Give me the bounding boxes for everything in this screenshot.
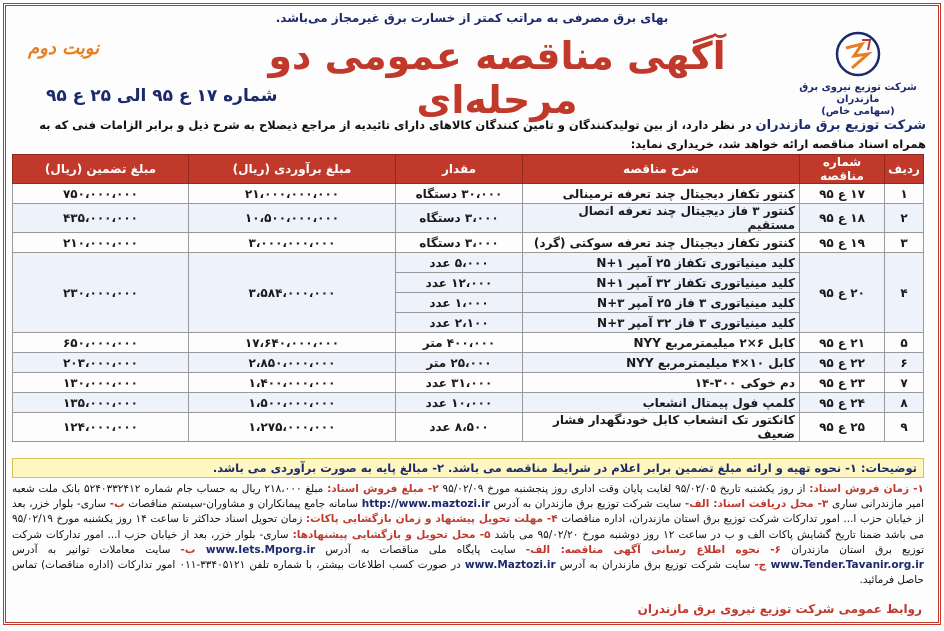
item-qty: ۳،۰۰۰ دستگاه bbox=[396, 204, 523, 233]
header-desc: شرح مناقصه bbox=[523, 155, 800, 184]
item-qty: ۴۰۰،۰۰۰ متر bbox=[396, 333, 523, 353]
item-desc: کابل ۱۰×۴ میلیمترمربع NYY bbox=[523, 353, 800, 373]
detail-text: سایت پایگاه ملی مناقصات به آدرس bbox=[315, 543, 526, 556]
table-row bbox=[13, 373, 924, 393]
table-row bbox=[13, 353, 924, 373]
item-estimate: ۱،۵۰۰،۰۰۰،۰۰۰ bbox=[189, 393, 396, 413]
detail-heading: ۲- مبلغ فروش اسناد: bbox=[327, 483, 439, 495]
item-desc: کانکتور تک انشعاب کابل خودنگهدار فشار ضعیف bbox=[523, 413, 800, 442]
detail-text: سایت شرکت توزیع برق مازندران به آدرس bbox=[555, 559, 755, 572]
detail-link[interactable]: www.Maztozi.ir bbox=[464, 559, 556, 572]
row-no: ۶ bbox=[885, 353, 924, 373]
item-desc: کلمپ فول پیمتال انشعاب bbox=[523, 393, 800, 413]
company-type: (سهامی خاص) bbox=[821, 106, 895, 117]
item-qty: ۸،۵۰۰ عدد bbox=[396, 413, 523, 442]
intro-paragraph bbox=[18, 116, 926, 153]
detail-link[interactable]: www.Tender.Tavanir.org.ir bbox=[770, 559, 924, 572]
detail-text: سایت شرکت توزیع برق مازندران به آدرس bbox=[489, 498, 685, 511]
item-estimate: ۳،۵۸۴،۰۰۰،۰۰۰ bbox=[189, 253, 396, 333]
item-qty: ۱،۰۰۰ عدد bbox=[396, 293, 523, 313]
header-row-no: ردیف bbox=[885, 155, 924, 184]
table-header-row bbox=[13, 155, 924, 184]
tender-number: شماره ۱۷ ع ۹۵ الی ۲۵ ع ۹۵ bbox=[46, 86, 278, 106]
tender-code: ۲۱ ع ۹۵ bbox=[800, 333, 885, 353]
tagline: بهای برق مصرفی به مراتب کمتر از خسارت برق غیرمجاز می‌باشد. bbox=[275, 11, 669, 25]
item-estimate: ۲،۸۵۰،۰۰۰،۰۰۰ bbox=[189, 353, 396, 373]
table-row bbox=[13, 184, 924, 204]
row-no: ۵ bbox=[885, 333, 924, 353]
tender-code: ۲۰ ع ۹۵ bbox=[800, 253, 885, 333]
tender-code: ۲۳ ع ۹۵ bbox=[800, 373, 885, 393]
detail-heading: ۴- مهلت تحویل پیشنهاد و زمان بازگشایی پاکات: bbox=[305, 513, 558, 526]
item-guarantee: ۱۳۰،۰۰۰،۰۰۰ bbox=[13, 373, 189, 393]
header-tender-no: شماره مناقصه bbox=[800, 155, 885, 184]
item-estimate: ۳،۰۰۰،۰۰۰،۰۰۰ bbox=[189, 233, 396, 253]
item-guarantee: ۲۳۰،۰۰۰،۰۰۰ bbox=[13, 253, 189, 333]
row-no: ۳ bbox=[885, 233, 924, 253]
tender-table bbox=[12, 154, 924, 442]
detail-text: ساری- بلوار خزر، بعد از خیابان حزب ا... امور تدارکات شرکت توزیع برق استان مازندران، اداره مناقصات bbox=[12, 498, 924, 526]
item-estimate: ۱۰،۵۰۰،۰۰۰،۰۰۰ bbox=[189, 204, 396, 233]
item-guarantee: ۴۳۵،۰۰۰،۰۰۰ bbox=[13, 204, 189, 233]
row-no: ۲ bbox=[885, 204, 924, 233]
detail-heading: ج- bbox=[754, 559, 771, 572]
item-estimate: ۲۱،۰۰۰،۰۰۰،۰۰۰ bbox=[189, 184, 396, 204]
detail-text: سایت معاملات توانیر به آدرس bbox=[12, 543, 181, 556]
intro-text: در نظر دارد، از بین تولیدکنندگان و تامین کنندگان کالاهای دارای تائیدیه از مراجع ذیصلاح به شرح ذیل و برابر الزامات فنی که به همراه اسناد مناقصه ارائه خواهد شد، خریداری نماید: bbox=[39, 118, 926, 151]
item-guarantee: ۷۵۰،۰۰۰،۰۰۰ bbox=[13, 184, 189, 204]
item-qty: ۵،۰۰۰ عدد bbox=[396, 253, 523, 273]
item-estimate: ۱،۲۷۵،۰۰۰،۰۰۰ bbox=[189, 413, 396, 442]
table-row bbox=[13, 393, 924, 413]
item-desc: کنتور ۳ فاز دیجیتال چند تعرفه اتصال مستقیم bbox=[523, 204, 800, 233]
item-guarantee: ۶۵۰،۰۰۰،۰۰۰ bbox=[13, 333, 189, 353]
detail-text: زمان تحویل اسناد حداکثر تا ساعت ۱۴ روز یکشنبه مورخ ۹۵/۰۲/۱۹ می باشد ضمنا تاریخ گشایش پاکات الف و ب در ساعت ۱۲ روز دوشنبه مورخ ۹۵/۰۲/۲۰ می باشد bbox=[12, 513, 924, 541]
row-no: ۸ bbox=[885, 393, 924, 413]
item-desc: کلید مینیاتوری تکفاز ۲۵ آمپر N+۱ bbox=[523, 253, 800, 273]
item-qty: ۲۵،۰۰۰ متر bbox=[396, 353, 523, 373]
row-no: ۴ bbox=[885, 253, 924, 333]
table-notes: توضیحات: ۱- نحوه تهیه و ارائه مبلغ تضمین برابر اعلام در شرایط مناقصه می باشد. ۲- مبالغ پایه به صورت برآوردی می باشد. bbox=[12, 458, 924, 478]
row-no: ۱ bbox=[885, 184, 924, 204]
table-row bbox=[13, 233, 924, 253]
item-qty: ۳۱،۰۰۰ عدد bbox=[396, 373, 523, 393]
detail-heading: ب- bbox=[180, 543, 206, 556]
row-no: ۷ bbox=[885, 373, 924, 393]
detail-text: در صورت کسب اطلاعات بیشتر، با شماره تلفن ۳۳۴۰۵۱۲۱-۰۱۱ امور تدارکات (اداره مناقصات) تماس حاصل فرمائید. bbox=[12, 559, 924, 587]
header-guarantee: مبلغ تضمین (ریال) bbox=[13, 155, 189, 184]
item-desc: کنتور تکفاز دیجیتال چند تعرفه سوکتی (گرد) bbox=[523, 233, 800, 253]
table-row bbox=[13, 204, 924, 233]
item-desc: کلید مینیاتوری ۳ فاز ۳۲ آمپر N+۳ bbox=[523, 313, 800, 333]
detail-text: از روز یکشنبه تاریخ ۹۵/۰۲/۰۵ لغایت پایان وقت اداری روز پنجشنبه مورخ ۹۵/۰۲/۰۹ bbox=[438, 483, 810, 495]
detail-heading: ۶- نحوه اطلاع رسانی آگهی مناقصه: الف- bbox=[525, 543, 781, 556]
tender-code: ۱۷ ع ۹۵ bbox=[800, 184, 885, 204]
item-guarantee: ۲۰۳،۰۰۰،۰۰۰ bbox=[13, 353, 189, 373]
detail-link[interactable]: http://www.maztozi.ir bbox=[361, 498, 490, 511]
company-name: شرکت توزیع نیروی برق مازندران bbox=[799, 82, 917, 105]
tender-code: ۱۹ ع ۹۵ bbox=[800, 233, 885, 253]
item-qty: ۲،۱۰۰ عدد bbox=[396, 313, 523, 333]
detail-text: مبلغ ۲۱۸،۰۰۰ ریال به حساب جام شماره ۵۲۴۰۳۳۲۴۱۲ بانک ملت شعبه امیر مازندرانی ساری bbox=[12, 483, 925, 511]
ad-title: آگهی مناقصه عمومی دو مرحله‌ای bbox=[268, 34, 726, 122]
item-qty: ۱۲،۰۰۰ عدد bbox=[396, 273, 523, 293]
item-estimate: ۱،۴۰۰،۰۰۰،۰۰۰ bbox=[189, 373, 396, 393]
company-logo-block bbox=[788, 30, 928, 118]
table-row bbox=[13, 413, 924, 442]
detail-heading: ب- bbox=[109, 498, 125, 511]
public-relations-signature: روابط عمومی شرکت توزیع نیروی برق مازندران bbox=[637, 602, 922, 616]
item-qty: ۱۰،۰۰۰ عدد bbox=[396, 393, 523, 413]
item-guarantee: ۱۳۵،۰۰۰،۰۰۰ bbox=[13, 393, 189, 413]
tender-details bbox=[12, 482, 924, 588]
table-row bbox=[13, 253, 924, 273]
detail-heading: ۱- زمان فروش اسناد: bbox=[809, 483, 924, 495]
intro-company: شرکت توزیع برق مازندران bbox=[755, 118, 926, 133]
header-estimate: مبلغ برآوردی (ریال) bbox=[189, 155, 396, 184]
tender-ad bbox=[3, 3, 941, 625]
item-qty: ۳،۰۰۰ دستگاه bbox=[396, 233, 523, 253]
item-qty: ۳۰،۰۰۰ دستگاه bbox=[396, 184, 523, 204]
item-guarantee: ۱۲۴،۰۰۰،۰۰۰ bbox=[13, 413, 189, 442]
detail-heading: ۳- محل دریافت اسناد: الف- bbox=[684, 498, 829, 511]
detail-text: ساری- بلوار خزر، بعد از خیابان حزب ا... امور تدارکات شرکت توزیع برق استان مازندران bbox=[12, 528, 924, 556]
tender-code: ۲۲ ع ۹۵ bbox=[800, 353, 885, 373]
item-desc: دم خوکی ۳۰۰-۱۴ bbox=[523, 373, 800, 393]
item-desc: کنتور تکفاز دیجیتال چند تعرفه ترمینالی bbox=[523, 184, 800, 204]
table-row bbox=[13, 333, 924, 353]
detail-text: سامانه جامع پیمانکاران و مشاوران-سیستم مناقصات bbox=[124, 498, 362, 511]
item-guarantee: ۲۱۰،۰۰۰،۰۰۰ bbox=[13, 233, 189, 253]
power-company-logo-icon bbox=[834, 30, 882, 78]
item-desc: کلید مینیاتوری ۳ فاز ۲۵ آمپر N+۳ bbox=[523, 293, 800, 313]
header-qty: مقدار bbox=[396, 155, 523, 184]
detail-link[interactable]: www.Iets.Mporg.ir bbox=[205, 543, 316, 556]
publication-turn: نوبت دوم bbox=[28, 38, 100, 59]
tender-code: ۲۴ ع ۹۵ bbox=[800, 393, 885, 413]
tender-code: ۲۵ ع ۹۵ bbox=[800, 413, 885, 442]
row-no: ۹ bbox=[885, 413, 924, 442]
item-desc: کلید مینیاتوری تکفاز ۳۲ آمپر N+۱ bbox=[523, 273, 800, 293]
detail-heading: ۵- محل تحویل و بازگشایی پیشنهادها: bbox=[292, 528, 491, 541]
item-estimate: ۱۷،۶۴۰،۰۰۰،۰۰۰ bbox=[189, 333, 396, 353]
item-desc: کابل ۶×۲ میلیمترمربع NYY bbox=[523, 333, 800, 353]
tender-code: ۱۸ ع ۹۵ bbox=[800, 204, 885, 233]
